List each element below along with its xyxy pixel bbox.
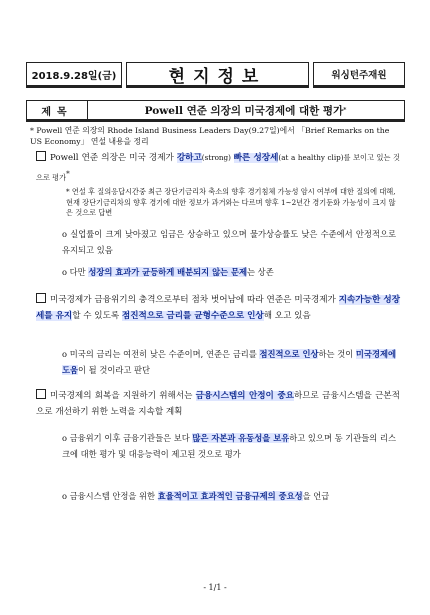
section-1-footnote-mark: * (66, 169, 70, 178)
item-text: 실업률이 크게 낮아졌고 임금은 상승하고 있으며 물가상승률도 낮은 수준에서 안정적으로 유지되고 있음 (62, 229, 396, 255)
item-text-b: 하는 것이 (318, 349, 356, 359)
section-1-subnote (66, 187, 396, 219)
item-text-a: 미국의 금리는 여전히 낮은 수준이며, 연준은 금리를 (69, 349, 260, 359)
item-text-a: 금융시스템 안정을 위한 (69, 491, 158, 501)
section-1-paragraph (36, 150, 400, 186)
section-2-item-1 (62, 346, 396, 378)
item-highlight: 많은 자본과 유동성을 보유 (192, 433, 290, 443)
subnote-mark: * (66, 187, 70, 196)
report-title: 현지정보 (126, 62, 309, 88)
subject-title-text: Powell 연준 의장의 미국경제에 대한 평가 (144, 105, 344, 117)
note-text: Powell 연준 의장의 Rhode Island Business Leaders Day(9.27일)에서 「Brief Remarks on the US Economy」 연설 내용을 정리 (30, 126, 390, 146)
section-2-text-a: 미국경제가 금융위기의 충격으로부터 점차 벗어남에 따라 연준은 미국경제가 (50, 295, 339, 305)
section-2-paragraph (36, 292, 400, 324)
page-number: - 1/1 - (203, 583, 227, 592)
note-mark: * (30, 126, 34, 135)
item-marker: o (62, 229, 67, 239)
item-marker: o (62, 433, 67, 443)
checkbox-bullet-icon (36, 293, 46, 303)
item-text-b: 는 상존 (247, 267, 274, 277)
section-3-paragraph (36, 388, 400, 420)
checkbox-bullet-icon (36, 389, 46, 399)
section-1-item-1 (62, 226, 396, 258)
section-1-text-b: (strong) (201, 153, 234, 162)
report-organization: 워싱턴주재원 (313, 62, 405, 88)
subnote-text: 연설 후 질의응답시간중 최근 장단기금리차 축소의 향후 경기침체 가능성 암시 여부에 대한 질의에 대해, 현재 장단기금리차의 향후 경기에 대한 정보가 과거와는 다르며 향후 1~2년간 경기둔화 가능성이 크지 않은 것으로 답변 (66, 187, 396, 217)
section-3-text-a: 미국경제의 회복을 지원하기 위해서는 (50, 391, 196, 401)
item-highlight-b: 미국경제에 도움 (62, 349, 396, 375)
item-highlight: 효율적이고 효과적인 금융규제의 중요성 (157, 491, 303, 501)
section-1-highlight-a: 강하고 (176, 153, 202, 163)
section-2-text-c: 해 오고 있음 (263, 311, 311, 321)
item-text-b: 하고 있으며 동 기관들의 리스크에 대한 평가 및 대응능력이 제고된 것으로 평가 (62, 433, 396, 459)
item-marker: o (62, 491, 67, 501)
section-2-highlight-b: 점진적으로 금리를 균형수준으로 인상 (121, 311, 264, 321)
section-1-text-c: (at a healthy clip)를 보이고 있는 것으로 평가 (36, 153, 400, 182)
section-2-text-b: 할 수 있도록 (72, 311, 122, 321)
checkbox-bullet-icon (36, 151, 46, 161)
section-3-text-b: 하므로 금융시스템을 근본적으로 개선하기 위한 노력을 지속할 계획 (36, 391, 400, 417)
subject-label: 제목 (27, 101, 88, 120)
section-3-item-1 (62, 430, 396, 462)
item-highlight: 성장의 효과가 균등하게 배분되지 않는 문제 (88, 267, 248, 277)
item-highlight-a: 점진적으로 인상 (259, 349, 319, 359)
section-2-highlight-a: 지속가능한 성장세를 유지 (36, 295, 400, 321)
section-1-text-a: Powell 연준 의장은 미국 경제가 (50, 153, 177, 163)
item-marker: o (62, 267, 67, 277)
subject-bar (26, 100, 405, 122)
item-text-a: 다만 (69, 267, 89, 277)
report-header (26, 62, 405, 90)
section-1-highlight-b: 빠른 성장세 (233, 153, 279, 163)
section-1-item-2 (62, 264, 396, 280)
section-3-highlight: 금융시스템의 안정이 중요 (195, 391, 294, 401)
item-text-a: 금융위기 이후 금융기관들은 보다 (69, 433, 193, 443)
item-text-b: 을 언급 (302, 491, 330, 501)
section-3-item-2 (62, 488, 396, 504)
subject-footnote-mark: * (343, 107, 347, 114)
item-text-c: 이 될 것이라고 판단 (78, 365, 151, 375)
subject-title (91, 101, 400, 120)
report-date: 2018.9.28일(금) (26, 62, 122, 88)
source-note (30, 125, 402, 147)
item-marker: o (62, 349, 67, 359)
